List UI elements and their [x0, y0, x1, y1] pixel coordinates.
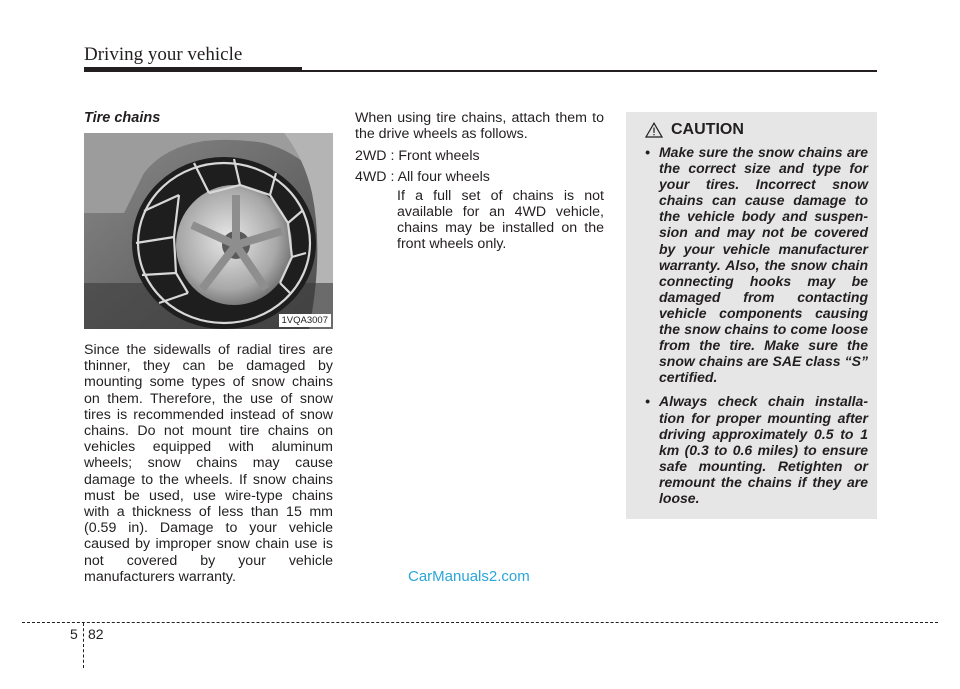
chains-intro: When using tire chains, attach them to the drive wheels as follows.	[355, 110, 604, 143]
4wd-note: If a full set of chains is not available for an 4WD vehicle, chains may be installed on the front wheels only.	[397, 187, 604, 253]
line-2wd: 2WD : Front wheels	[355, 148, 480, 165]
caution-box	[626, 112, 877, 519]
running-header-title: Driving your vehicle	[84, 44, 243, 65]
tire-chain-illustration	[84, 133, 333, 329]
figure-code: 1VQA3007	[279, 314, 331, 327]
page-number: 82	[88, 626, 104, 642]
line-4wd: 4WD : All four wheels	[355, 168, 490, 185]
section-title: Tire chains	[84, 110, 161, 126]
footer-dashed-rule	[22, 622, 938, 623]
caution-item-text: Make sure the snow chains are the correct size and type for your tires. Incorrect snow chains can cause damage to the vehicle body and suspen-sion and may not be covered by your vehicle manufacturer warranty. Also, the snow chain connecting hooks may be damaged from contacting vehicle components causing the snow chains to come loose from the tire. Make sure the snow chains are SAE class “S” certified.	[659, 144, 868, 386]
warning-triangle-icon	[645, 122, 663, 138]
tire-chain-photo	[84, 133, 333, 329]
header-rule-thin	[302, 70, 877, 72]
caution-list	[637, 144, 868, 506]
bullet: •	[645, 144, 650, 160]
caution-item-snow-chain-size	[637, 144, 868, 385]
caution-item-check-installation	[637, 393, 868, 506]
watermark-link[interactable]: CarManuals2.com	[408, 568, 530, 585]
body-paragraph: Since the sidewalls of radial tires are thinner, they can be damaged by mounting some types of snow chains on them. Therefore, the use of snow tires is recommended instead of snow chains. Do not mount tire chains on vehicles equipped with aluminum wheels; snow chains may cause damage to the wheels. If snow chains must be used, use wire-type chains with a thickness of less than 15 mm (0.59 in). Damage to your vehicle caused by improper snow chain use is not covered by your vehicle manufacturers warranty.	[84, 342, 333, 585]
header-rule-thick	[84, 67, 302, 72]
footer-vertical-divider	[83, 623, 84, 668]
caution-header	[645, 121, 868, 139]
bullet: •	[645, 393, 650, 410]
drive-wheels-column	[355, 110, 604, 253]
chapter-number: 5	[70, 626, 78, 642]
caution-title: CAUTION	[671, 121, 744, 138]
caution-item-text: Always check chain installa-tion for proper mounting after driving approximately 0.5 to 1 km (0.3 to 0.6 miles) to ensure safe mounting. Retighten or remount the chains if they are loose.	[659, 393, 868, 506]
